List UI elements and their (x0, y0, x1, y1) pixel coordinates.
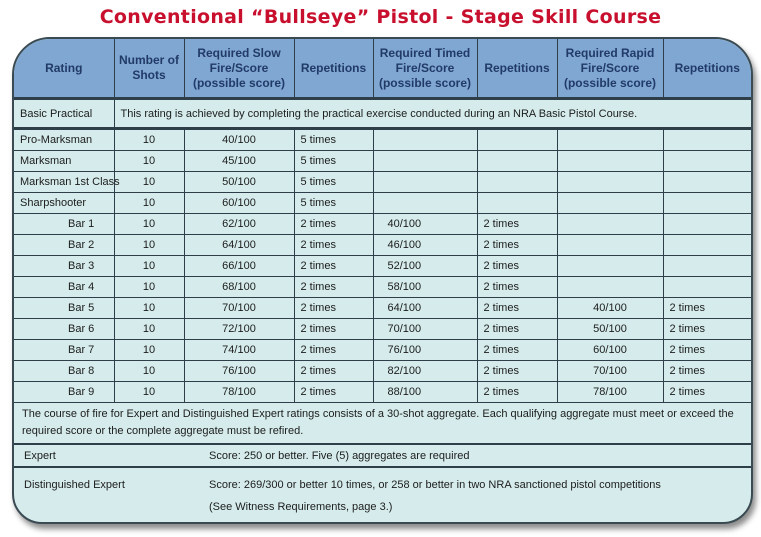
expert-requirement: Score: 250 or better. Five (5) aggregates are required (209, 449, 470, 462)
table-header-row (14, 39, 751, 99)
witness-requirements-reference: (See Witness Requirements, page 3.) (209, 501, 393, 513)
slow-fire-score-cell: 78/100 (184, 382, 294, 403)
timed-fire-repetitions-cell (477, 129, 557, 151)
slow-fire-score-cell: 64/100 (184, 235, 294, 256)
skill-course-table-card (12, 37, 753, 524)
shots-cell: 10 (114, 235, 184, 256)
table-row (14, 340, 751, 361)
slow-fire-repetitions-cell: 2 times (294, 256, 373, 277)
shots-cell: 10 (114, 193, 184, 214)
slow-fire-score-cell: 68/100 (184, 277, 294, 298)
rating-cell: Sharpshooter (14, 193, 114, 214)
slow-fire-repetitions-cell: 2 times (294, 298, 373, 319)
rapid-fire-score-cell: 70/100 (557, 361, 663, 382)
rapid-fire-score-cell (557, 151, 663, 172)
timed-fire-score-cell (373, 151, 477, 172)
timed-fire-repetitions-cell: 2 times (477, 277, 557, 298)
column-header: Required Timed Fire/Score (possible score) (373, 39, 477, 99)
slow-fire-repetitions-cell: 2 times (294, 235, 373, 256)
timed-fire-score-cell: 40/100 (373, 214, 477, 235)
column-header: Rating (14, 39, 114, 99)
timed-fire-score-cell: 76/100 (373, 340, 477, 361)
slow-fire-score-cell: 66/100 (184, 256, 294, 277)
rating-cell: Marksman 1st Class (14, 172, 114, 193)
table-row (14, 172, 751, 193)
timed-fire-repetitions-cell: 2 times (477, 235, 557, 256)
slow-fire-score-cell: 62/100 (184, 214, 294, 235)
shots-cell: 10 (114, 172, 184, 193)
timed-fire-repetitions-cell: 2 times (477, 361, 557, 382)
shots-cell: 10 (114, 361, 184, 382)
expert-row (14, 445, 751, 468)
page-title: Conventional “Bullseye” Pistol - Stage Skill Course (99, 6, 662, 28)
table-row (14, 382, 751, 403)
timed-fire-repetitions-cell: 2 times (477, 382, 557, 403)
column-header: Required Rapid Fire/Score (possible score) (557, 39, 663, 99)
rating-cell: Bar 7 (14, 340, 114, 361)
rapid-fire-repetitions-cell (663, 151, 751, 172)
timed-fire-repetitions-cell (477, 151, 557, 172)
shots-cell: 10 (114, 319, 184, 340)
slow-fire-score-cell: 76/100 (184, 361, 294, 382)
shots-cell: 10 (114, 298, 184, 319)
rapid-fire-score-cell: 60/100 (557, 340, 663, 361)
distinguished-expert-requirement: Score: 269/300 or better 10 times, or 258 or better in two NRA sanctioned pistol competitions (209, 479, 661, 491)
timed-fire-repetitions-cell: 2 times (477, 319, 557, 340)
slow-fire-repetitions-cell: 2 times (294, 361, 373, 382)
column-header: Repetitions (477, 39, 557, 99)
shots-cell: 10 (114, 340, 184, 361)
slow-fire-repetitions-cell: 5 times (294, 151, 373, 172)
timed-fire-repetitions-cell: 2 times (477, 256, 557, 277)
rapid-fire-repetitions-cell (663, 193, 751, 214)
timed-fire-score-cell: 46/100 (373, 235, 477, 256)
table-row (14, 129, 751, 151)
table-row (14, 319, 751, 340)
timed-fire-score-cell (373, 172, 477, 193)
rating-cell: Distinguished Expert (24, 479, 125, 491)
rating-cell: Bar 8 (14, 361, 114, 382)
rating-cell: Bar 3 (14, 256, 114, 277)
slow-fire-score-cell: 40/100 (184, 129, 294, 151)
rapid-fire-score-cell (557, 172, 663, 193)
column-header: Repetitions (294, 39, 373, 99)
rapid-fire-score-cell: 78/100 (557, 382, 663, 403)
rapid-fire-repetitions-cell: 2 times (663, 340, 751, 361)
rating-cell: Bar 4 (14, 277, 114, 298)
shots-cell: 10 (114, 214, 184, 235)
rating-cell: Bar 1 (14, 214, 114, 235)
expert-course-note: The course of fire for Expert and Distinguished Expert ratings consists of a 30-shot aggregate. Each qualifying aggregate must meet or exceed the required score or the complete aggregate must be refired. (14, 403, 751, 445)
column-header: Repetitions (663, 39, 751, 99)
skill-course-table (14, 39, 751, 445)
timed-fire-score-cell: 64/100 (373, 298, 477, 319)
shots-cell: 10 (114, 151, 184, 172)
column-header: Number of Shots (114, 39, 184, 99)
timed-fire-repetitions-cell: 2 times (477, 214, 557, 235)
slow-fire-score-cell: 45/100 (184, 151, 294, 172)
timed-fire-score-cell (373, 193, 477, 214)
rapid-fire-score-cell (557, 235, 663, 256)
rapid-fire-score-cell: 40/100 (557, 298, 663, 319)
slow-fire-repetitions-cell: 2 times (294, 382, 373, 403)
table-row (14, 214, 751, 235)
distinguished-expert-row (14, 468, 751, 518)
slow-fire-repetitions-cell: 2 times (294, 319, 373, 340)
slow-fire-score-cell: 60/100 (184, 193, 294, 214)
rapid-fire-repetitions-cell: 2 times (663, 319, 751, 340)
timed-fire-score-cell: 52/100 (373, 256, 477, 277)
rapid-fire-repetitions-cell (663, 129, 751, 151)
table-row (14, 361, 751, 382)
slow-fire-score-cell: 72/100 (184, 319, 294, 340)
rating-cell: Expert (24, 449, 56, 462)
rating-cell: Bar 6 (14, 319, 114, 340)
rapid-fire-repetitions-cell (663, 235, 751, 256)
rating-cell: Bar 2 (14, 235, 114, 256)
table-row-basic-practical (14, 99, 751, 129)
slow-fire-repetitions-cell: 5 times (294, 193, 373, 214)
rating-cell: Basic Practical (14, 99, 114, 129)
rapid-fire-repetitions-cell (663, 172, 751, 193)
timed-fire-repetitions-cell: 2 times (477, 298, 557, 319)
timed-fire-repetitions-cell (477, 193, 557, 214)
rapid-fire-repetitions-cell (663, 214, 751, 235)
table-row (14, 256, 751, 277)
rapid-fire-repetitions-cell (663, 277, 751, 298)
slow-fire-score-cell: 50/100 (184, 172, 294, 193)
rapid-fire-repetitions-cell: 2 times (663, 298, 751, 319)
table-row (14, 235, 751, 256)
rapid-fire-repetitions-cell: 2 times (663, 361, 751, 382)
slow-fire-repetitions-cell: 2 times (294, 277, 373, 298)
shots-cell: 10 (114, 277, 184, 298)
rapid-fire-score-cell: 50/100 (557, 319, 663, 340)
rating-cell: Bar 5 (14, 298, 114, 319)
timed-fire-score-cell: 88/100 (373, 382, 477, 403)
table-row (14, 298, 751, 319)
timed-fire-score-cell: 58/100 (373, 277, 477, 298)
timed-fire-score-cell (373, 129, 477, 151)
slow-fire-repetitions-cell: 2 times (294, 340, 373, 361)
slow-fire-repetitions-cell: 5 times (294, 129, 373, 151)
slow-fire-repetitions-cell: 5 times (294, 172, 373, 193)
table-row (14, 277, 751, 298)
rapid-fire-score-cell (557, 193, 663, 214)
rapid-fire-score-cell (557, 214, 663, 235)
timed-fire-score-cell: 70/100 (373, 319, 477, 340)
rating-cell: Marksman (14, 151, 114, 172)
basic-practical-description: This rating is achieved by completing the practical exercise conducted during an NRA Basic Pistol Course. (114, 99, 751, 129)
rating-cell: Bar 9 (14, 382, 114, 403)
slow-fire-repetitions-cell: 2 times (294, 214, 373, 235)
column-header: Required Slow Fire/Score (possible score) (184, 39, 294, 99)
rapid-fire-repetitions-cell (663, 256, 751, 277)
rapid-fire-score-cell (557, 129, 663, 151)
timed-fire-repetitions-cell (477, 172, 557, 193)
slow-fire-score-cell: 70/100 (184, 298, 294, 319)
timed-fire-score-cell: 82/100 (373, 361, 477, 382)
table-row (14, 193, 751, 214)
timed-fire-repetitions-cell: 2 times (477, 340, 557, 361)
rapid-fire-score-cell (557, 256, 663, 277)
shots-cell: 10 (114, 129, 184, 151)
slow-fire-score-cell: 74/100 (184, 340, 294, 361)
table-row (14, 151, 751, 172)
rating-cell: Pro-Marksman (14, 129, 114, 151)
shots-cell: 10 (114, 256, 184, 277)
shots-cell: 10 (114, 382, 184, 403)
rapid-fire-repetitions-cell: 2 times (663, 382, 751, 403)
rapid-fire-score-cell (557, 277, 663, 298)
